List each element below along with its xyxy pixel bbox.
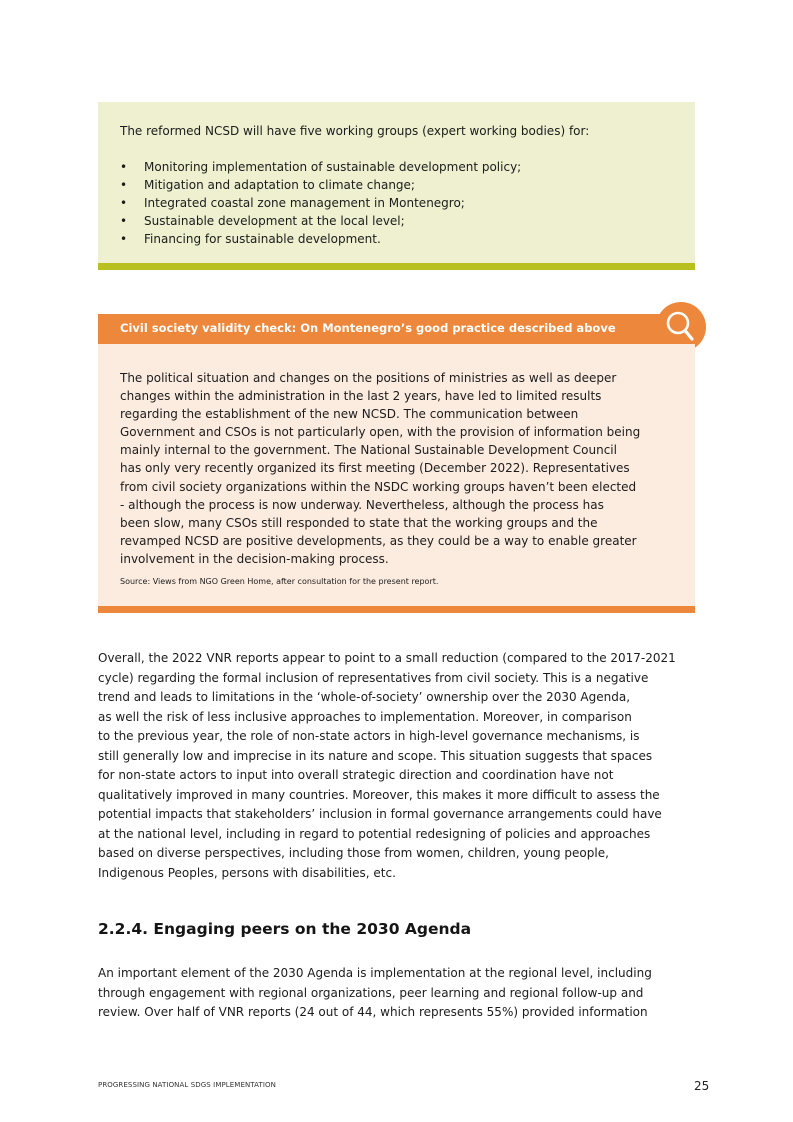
validity-check-text: The political situation and changes on the positions of ministries as well as deeper changes within the administration in the last 2 years, have led to limited results regarding the establishment of the new NCSD. The communication between Government and CSOs is not particularly open, with the provision of information being mainly internal to the government. The National Sustainable Development Council has only very recently organized its first meeting (December 2022). Representatives from civil society organizations within the NSDC working groups haven’t been elected - although the process is now underway. Nevertheless, although the process has been slow, many CSOs still responded to state that the working groups and the revamped NCSD are positive developments, as they could be a way to enable greater involvement in the decision-making process.: [120, 371, 641, 566]
list-item: • Monitoring implementation of sustainable development policy;: [120, 158, 521, 176]
section-paragraph: An important element of the 2030 Agenda is implementation at the regional level, including through engagement with regional organizations, peer learning and regional follow-up and review. Over half of VNR reports (24 out of 44, which represents 55%) provided information: [98, 966, 652, 1019]
working-groups-box: [98, 102, 695, 270]
list-item: • Sustainable development at the local level;: [120, 212, 521, 230]
validity-check-title: Civil society validity check: On Montenegro’s good practice described above: [120, 321, 616, 335]
list-item: • Integrated coastal zone management in Montenegro;: [120, 194, 521, 212]
overall-paragraph: Overall, the 2022 VNR reports appear to point to a small reduction (compared to the 2017-2021 cycle) regarding the formal inclusion of representatives from civil society. This is a negative trend and leads to limitations in the ‘whole-of-society’ ownership over the 2030 Agenda, as well the risk of less inclusive approaches to implementation. Moreover, in comparison to the previous year, the role of non-state actors in high-level governance mechanisms, is still generally low and imprecise in its nature and scope. This situation suggests that spaces for non-state actors to input into overall strategic direction and coordination have not qualitatively improved in many countries. Moreover, this makes it more difficult to assess the potential impacts that stakeholders’ inclusion in formal governance arrangements could have at the national level, including in regard to potential redesigning of policies and approaches based on diverse perspectives, including those from women, children, young people, Indigenous Peoples, persons with disabilities, etc.: [98, 651, 676, 880]
page-number: 25: [694, 1079, 710, 1093]
working-groups-list: [120, 158, 521, 248]
validity-check-source: Source: Views from NGO Green Home, after consultation for the present report.: [120, 577, 439, 586]
list-item: • Financing for sustainable development.: [120, 230, 521, 248]
section-heading: 2.2.4. Engaging peers on the 2030 Agenda: [98, 920, 472, 938]
footer-title: PROGRESSING NATIONAL SDGS IMPLEMENTATION: [98, 1081, 276, 1089]
validity-check-body: [98, 344, 695, 613]
validity-check-header: [98, 314, 695, 344]
working-groups-intro: The reformed NCSD will have five working groups (expert working bodies) for:: [120, 124, 590, 138]
list-item: • Mitigation and adaptation to climate change;: [120, 176, 521, 194]
